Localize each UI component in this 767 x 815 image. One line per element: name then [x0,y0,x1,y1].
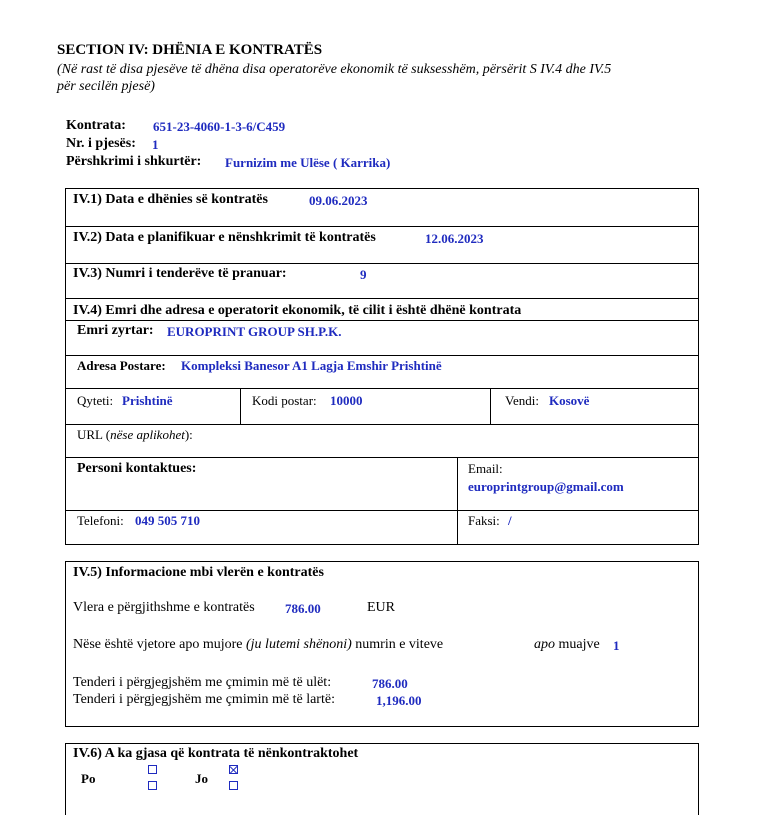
lowest-tender-value: 786.00 [372,676,408,691]
section-title: SECTION IV: DHËNIA E KONTRATËS [57,42,323,58]
lowest-tender-label: Tenderi i përgjegjshëm me çmimin më të ulët: [73,675,332,690]
iv1-label: IV.1) Data e dhënies së kontratës [73,192,268,207]
months-text: apo muajve [534,637,600,652]
lot-label: Nr. i pjesës: [66,136,136,151]
no-label: Jo [195,771,208,786]
description-label: Përshkrimi i shkurtër: [66,154,202,169]
description-value: Furnizim me Ulëse ( Karrika) [225,155,391,170]
iv1-value: 09.06.2023 [309,193,368,208]
no-checkbox[interactable] [229,781,238,790]
months-value: 1 [613,638,620,653]
city-label: Qyteti: [77,393,114,408]
yes-checkbox-top[interactable] [148,765,157,774]
official-name-label: Emri zyrtar: [77,323,154,338]
address-label: Adresa Postare: [77,358,166,373]
total-value: 786.00 [285,601,321,616]
fax-value: / [508,513,512,528]
country-value: Kosovë [549,393,590,408]
phone-label: Telefoni: [77,513,124,528]
country-label: Vendi: [505,393,539,408]
iv2-value: 12.06.2023 [425,231,484,246]
iv5-label: IV.5) Informacione mbi vlerën e kontratës [73,565,324,580]
duration-text: Nëse është vjetore apo mujore (ju lutemi shënoni) numrin e viteve [73,637,444,652]
iv6-label: IV.6) A ka gjasa që kontrata të nënkontraktohet [73,746,359,761]
iv3-label: IV.3) Numri i tenderëve të pranuar: [73,266,287,281]
phone-value: 049 505 710 [135,513,200,528]
section-note-line1: (Në rast të disa pjesëve të dhëna disa operatorëve ekonomik të suksesshëm, përsërit S IV.4 dhe IV.5 [57,62,612,77]
url-label: URL (nëse aplikohet): [77,427,193,442]
contract-label: Kontrata: [66,118,126,133]
yes-checkbox[interactable] [148,781,157,790]
contract-value: 651-23-4060-1-3-6/C459 [153,119,286,134]
iv4-label: IV.4) Emri dhe adresa e operatorit ekonomik, të cilit i është dhënë kontrata [73,303,522,318]
address-value: Kompleksi Banesor A1 Lagja Emshir Prishtinë [181,358,442,373]
iv3-value: 9 [360,267,367,282]
total-value-label: Vlera e përgjithshme e kontratës [73,600,255,615]
highest-tender-value: 1,196.00 [376,693,422,708]
email-value: europrintgroup@gmail.com [468,479,624,494]
email-label: Email: [468,461,503,476]
postal-label: Kodi postar: [252,393,317,408]
lot-value: 1 [152,137,159,152]
contact-label: Personi kontaktues: [77,461,197,476]
fax-label: Faksi: [468,513,500,528]
postal-value: 10000 [330,393,363,408]
highest-tender-label: Tenderi i përgjegjshëm me çmimin më të lartë: [73,692,335,707]
section-note-line2: për secilën pjesë) [57,79,155,94]
iv2-label: IV.2) Data e planifikuar e nënshkrimit të kontratës [73,230,376,245]
no-checkbox-checked[interactable] [229,765,238,774]
currency: EUR [367,600,395,615]
official-name-value: EUROPRINT GROUP SH.P.K. [167,324,342,339]
city-value: Prishtinë [122,393,173,408]
yes-label: Po [81,771,96,786]
